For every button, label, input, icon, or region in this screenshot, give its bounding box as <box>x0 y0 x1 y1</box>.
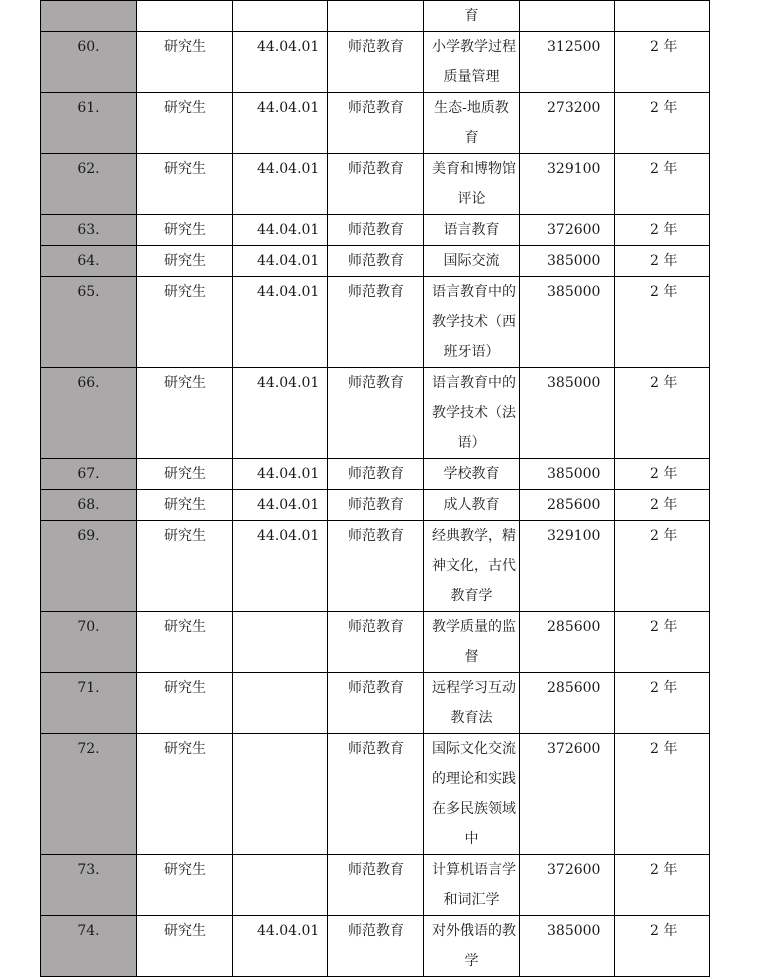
price-text: 372600 <box>547 741 601 757</box>
duration-cell <box>615 673 710 734</box>
price-cell <box>520 32 615 93</box>
program-name-line: 神文化，古代 <box>432 558 516 574</box>
level-text: 研究生 <box>164 100 206 116</box>
price-cell <box>520 734 615 855</box>
code-cell <box>233 277 328 368</box>
price-text: 385000 <box>547 466 601 482</box>
level-cell <box>137 612 233 673</box>
row-number-cell <box>41 246 137 277</box>
group-text: 师范教育 <box>348 39 404 55</box>
price-text: 312500 <box>547 39 601 55</box>
program-name-line: 成人教育 <box>443 497 500 513</box>
duration-cell <box>615 154 710 215</box>
duration-cell <box>615 246 710 277</box>
group-cell <box>328 32 424 93</box>
program-name-line: 的理论和实践 <box>432 771 516 787</box>
duration-text: 2 年 <box>650 528 678 544</box>
duration-text: 2 年 <box>650 375 678 391</box>
code-cell <box>233 215 328 246</box>
code-cell <box>233 916 328 977</box>
duration-cell <box>615 1 710 32</box>
row-number-cell <box>41 154 137 215</box>
level-cell <box>137 215 233 246</box>
program-name-line: 评论 <box>457 191 486 207</box>
code-cell <box>233 459 328 490</box>
price-cell <box>520 459 615 490</box>
code-text: 44.04.01 <box>257 222 320 238</box>
level-cell <box>137 916 233 977</box>
row-number-cell <box>41 368 137 459</box>
program-name-line: 对外俄语的教 <box>432 923 516 939</box>
table-row <box>41 673 710 734</box>
table-row <box>41 459 710 490</box>
program-name-line: 班牙语） <box>443 344 500 360</box>
level-text: 研究生 <box>164 284 206 300</box>
program-name-line: 语言教育中的 <box>432 375 516 391</box>
program-name-line: 育 <box>464 130 479 146</box>
group-text: 师范教育 <box>348 222 404 238</box>
duration-text: 2 年 <box>650 741 678 757</box>
group-cell <box>328 277 424 368</box>
group-cell <box>328 93 424 154</box>
duration-cell <box>615 459 710 490</box>
program-name-cell <box>424 734 520 855</box>
price-text: 329100 <box>547 528 601 544</box>
program-name-cell <box>424 521 520 612</box>
code-cell <box>233 855 328 916</box>
row-number-cell <box>41 612 137 673</box>
program-name-cell <box>424 673 520 734</box>
group-text: 师范教育 <box>348 528 404 544</box>
row-number-text: 73. <box>77 862 100 878</box>
program-name-cell <box>424 459 520 490</box>
duration-text: 2 年 <box>650 862 678 878</box>
group-text: 师范教育 <box>348 161 404 177</box>
program-name-cell <box>424 246 520 277</box>
price-text: 285600 <box>547 680 601 696</box>
code-cell <box>233 154 328 215</box>
level-text: 研究生 <box>164 375 206 391</box>
code-cell <box>233 612 328 673</box>
price-text: 285600 <box>547 619 601 635</box>
row-number-text: 64. <box>77 253 100 269</box>
price-text: 385000 <box>547 923 601 939</box>
program-name-line: 美育和博物馆 <box>432 161 516 177</box>
code-cell <box>233 368 328 459</box>
code-text: 44.04.01 <box>257 39 320 55</box>
table-row <box>41 277 710 368</box>
group-cell <box>328 490 424 521</box>
program-name-line: 语言教育中的 <box>432 284 516 300</box>
row-number-text: 61. <box>77 100 100 116</box>
row-number-cell <box>41 673 137 734</box>
table-row <box>41 855 710 916</box>
table-row <box>41 368 710 459</box>
duration-cell <box>615 521 710 612</box>
level-text: 研究生 <box>164 923 206 939</box>
table-row <box>41 916 710 977</box>
row-number-text: 74. <box>77 923 100 939</box>
level-cell <box>137 855 233 916</box>
program-name-cell <box>424 916 520 977</box>
program-name-cell <box>424 277 520 368</box>
price-text: 329100 <box>547 161 601 177</box>
code-text: 44.04.01 <box>257 253 320 269</box>
group-text: 师范教育 <box>348 923 404 939</box>
group-cell <box>328 673 424 734</box>
level-text: 研究生 <box>164 619 206 635</box>
duration-text: 2 年 <box>650 284 678 300</box>
row-number-text: 67. <box>77 466 100 482</box>
group-cell <box>328 734 424 855</box>
level-cell <box>137 93 233 154</box>
group-text: 师范教育 <box>348 680 404 696</box>
row-number-cell <box>41 1 137 32</box>
program-name-line: 语） <box>457 435 486 451</box>
level-cell <box>137 277 233 368</box>
program-name-cell <box>424 612 520 673</box>
level-text: 研究生 <box>164 862 206 878</box>
duration-cell <box>615 916 710 977</box>
program-name-line: 教学技术（西 <box>432 314 516 330</box>
program-name-cell <box>424 368 520 459</box>
level-cell <box>137 521 233 612</box>
table-row <box>41 215 710 246</box>
group-cell <box>328 521 424 612</box>
level-text: 研究生 <box>164 680 206 696</box>
program-name-cell <box>424 93 520 154</box>
program-name-line: 经典教学，精 <box>432 528 516 544</box>
row-number-text: 60. <box>77 39 100 55</box>
group-text: 师范教育 <box>348 466 404 482</box>
row-number-cell <box>41 916 137 977</box>
group-text: 师范教育 <box>348 497 404 513</box>
group-cell <box>328 154 424 215</box>
level-cell <box>137 673 233 734</box>
table-row <box>41 246 710 277</box>
table-row <box>41 154 710 215</box>
row-number-text: 70. <box>77 619 100 635</box>
group-cell <box>328 855 424 916</box>
group-text: 师范教育 <box>348 862 404 878</box>
program-name-line: 学校教育 <box>443 466 500 482</box>
row-number-cell <box>41 490 137 521</box>
duration-text: 2 年 <box>650 680 678 696</box>
level-text: 研究生 <box>164 741 206 757</box>
row-number-text: 62. <box>77 161 100 177</box>
program-name-line: 质量管理 <box>443 69 500 85</box>
row-number-text: 63. <box>77 222 100 238</box>
level-text: 研究生 <box>164 39 206 55</box>
code-text: 44.04.01 <box>257 100 320 116</box>
program-name-cell <box>424 855 520 916</box>
row-number-text: 68. <box>77 497 100 513</box>
code-cell <box>233 521 328 612</box>
code-text: 44.04.01 <box>257 161 320 177</box>
price-text: 385000 <box>547 375 601 391</box>
row-number-cell <box>41 215 137 246</box>
code-cell <box>233 673 328 734</box>
group-text: 师范教育 <box>348 741 404 757</box>
group-text: 师范教育 <box>348 284 404 300</box>
price-cell <box>520 154 615 215</box>
duration-text: 2 年 <box>650 253 678 269</box>
price-cell <box>520 93 615 154</box>
program-name-line: 小学教学过程 <box>432 39 516 55</box>
table-body <box>41 1 710 977</box>
table-row <box>41 490 710 521</box>
level-cell <box>137 32 233 93</box>
row-number-cell <box>41 277 137 368</box>
program-name-cell <box>424 154 520 215</box>
level-cell <box>137 490 233 521</box>
code-text: 44.04.01 <box>257 528 320 544</box>
duration-cell <box>615 734 710 855</box>
table-row <box>41 734 710 855</box>
price-cell <box>520 215 615 246</box>
program-name-line: 远程学习互动 <box>432 680 516 696</box>
table-row <box>41 612 710 673</box>
group-text: 师范教育 <box>348 375 404 391</box>
row-number-cell <box>41 855 137 916</box>
duration-cell <box>615 215 710 246</box>
program-name-line: 育 <box>464 8 479 24</box>
table-row <box>41 93 710 154</box>
row-number-cell <box>41 459 137 490</box>
program-name-line: 语言教育 <box>443 222 500 238</box>
code-text: 44.04.01 <box>257 923 320 939</box>
program-name-line: 教学技术（法 <box>432 405 516 421</box>
duration-text: 2 年 <box>650 39 678 55</box>
program-name-line: 国际文化交流 <box>432 741 516 757</box>
level-cell <box>137 734 233 855</box>
price-cell <box>520 277 615 368</box>
program-name-cell <box>424 215 520 246</box>
program-name-line: 教育法 <box>450 710 493 726</box>
code-text: 44.04.01 <box>257 284 320 300</box>
group-cell <box>328 612 424 673</box>
code-cell <box>233 1 328 32</box>
table-row <box>41 521 710 612</box>
level-text: 研究生 <box>164 253 206 269</box>
table-row <box>41 32 710 93</box>
price-cell <box>520 1 615 32</box>
price-text: 385000 <box>547 284 601 300</box>
group-cell <box>328 916 424 977</box>
duration-cell <box>615 32 710 93</box>
program-name-line: 在多民族领域 <box>432 801 516 817</box>
programs-table <box>40 0 710 977</box>
group-text: 师范教育 <box>348 100 404 116</box>
duration-cell <box>615 93 710 154</box>
row-number-cell <box>41 521 137 612</box>
duration-text: 2 年 <box>650 222 678 238</box>
group-cell <box>328 368 424 459</box>
duration-cell <box>615 368 710 459</box>
group-cell <box>328 1 424 32</box>
program-name-cell <box>424 32 520 93</box>
row-number-text: 66. <box>77 375 100 391</box>
level-cell <box>137 1 233 32</box>
price-text: 285600 <box>547 497 601 513</box>
program-name-cell <box>424 1 520 32</box>
duration-cell <box>615 855 710 916</box>
price-cell <box>520 916 615 977</box>
level-cell <box>137 154 233 215</box>
level-cell <box>137 368 233 459</box>
price-cell <box>520 246 615 277</box>
duration-text: 2 年 <box>650 619 678 635</box>
program-name-line: 中 <box>464 831 479 847</box>
code-cell <box>233 93 328 154</box>
code-text: 44.04.01 <box>257 497 320 513</box>
duration-text: 2 年 <box>650 161 678 177</box>
program-name-line: 教育学 <box>450 588 493 604</box>
level-text: 研究生 <box>164 161 206 177</box>
code-cell <box>233 32 328 93</box>
group-text: 师范教育 <box>348 253 404 269</box>
program-name-line: 计算机语言学 <box>432 862 516 878</box>
duration-text: 2 年 <box>650 466 678 482</box>
price-text: 372600 <box>547 862 601 878</box>
level-text: 研究生 <box>164 466 206 482</box>
row-number-cell <box>41 93 137 154</box>
program-name-line: 生态-地质教 <box>434 100 509 116</box>
price-cell <box>520 521 615 612</box>
price-cell <box>520 612 615 673</box>
code-cell <box>233 490 328 521</box>
duration-text: 2 年 <box>650 100 678 116</box>
level-text: 研究生 <box>164 528 206 544</box>
program-name-line: 和词汇学 <box>443 892 500 908</box>
group-cell <box>328 459 424 490</box>
price-cell <box>520 673 615 734</box>
group-text: 师范教育 <box>348 619 404 635</box>
price-text: 372600 <box>547 222 601 238</box>
row-number-text: 69. <box>77 528 100 544</box>
program-name-line: 国际交流 <box>443 253 500 269</box>
price-cell <box>520 368 615 459</box>
row-number-cell <box>41 734 137 855</box>
duration-cell <box>615 490 710 521</box>
row-number-text: 65. <box>77 284 100 300</box>
duration-cell <box>615 612 710 673</box>
group-cell <box>328 246 424 277</box>
code-cell <box>233 734 328 855</box>
level-cell <box>137 246 233 277</box>
duration-text: 2 年 <box>650 923 678 939</box>
code-text: 44.04.01 <box>257 466 320 482</box>
code-cell <box>233 246 328 277</box>
row-number-cell <box>41 32 137 93</box>
program-name-cell <box>424 490 520 521</box>
price-cell <box>520 855 615 916</box>
price-cell <box>520 490 615 521</box>
program-name-line: 督 <box>464 649 479 665</box>
group-cell <box>328 215 424 246</box>
price-text: 385000 <box>547 253 601 269</box>
row-number-text: 72. <box>77 741 100 757</box>
level-text: 研究生 <box>164 497 206 513</box>
duration-text: 2 年 <box>650 497 678 513</box>
table-row <box>41 1 710 32</box>
duration-cell <box>615 277 710 368</box>
level-text: 研究生 <box>164 222 206 238</box>
program-name-line: 教学质量的监 <box>432 619 516 635</box>
row-number-text: 71. <box>77 680 100 696</box>
program-name-line: 学 <box>464 953 479 969</box>
code-text: 44.04.01 <box>257 375 320 391</box>
level-cell <box>137 459 233 490</box>
price-text: 273200 <box>547 100 601 116</box>
